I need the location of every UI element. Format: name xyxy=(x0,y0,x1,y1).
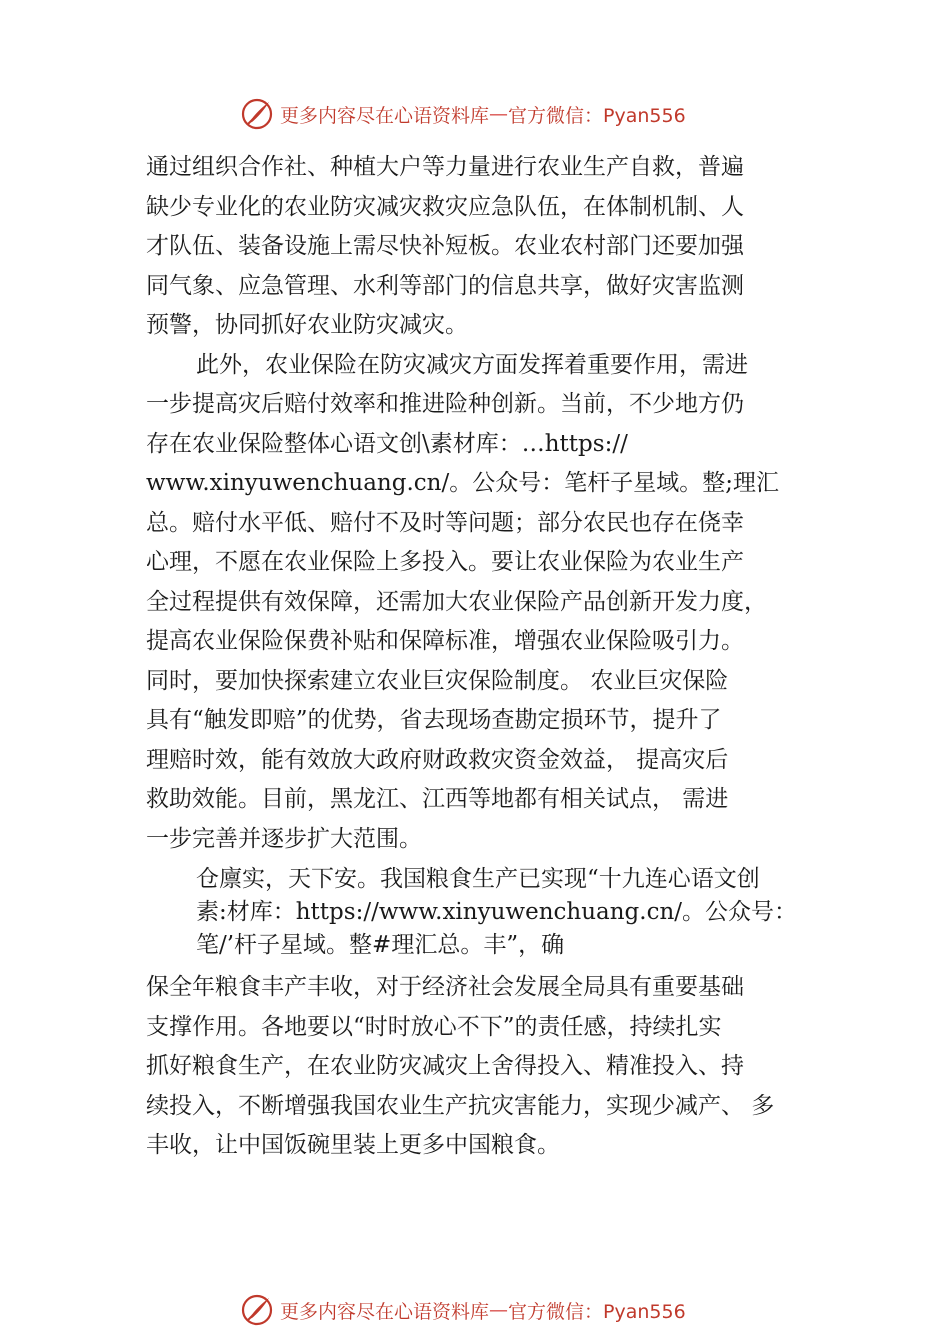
text-line: 心理，不愿在农业保险上多投入。要让农业保险为农业生产 xyxy=(146,549,744,575)
text-line: 通过组织合作社、种植大户等力量进行农业生产自救，普遍 xyxy=(146,154,744,180)
text-line: 丰收，让中国饭碗里装上更多中国粮食。 xyxy=(146,1132,560,1158)
banner-wechat-text: 官方微信：Pyan556 xyxy=(508,1300,686,1323)
article-body xyxy=(146,148,816,1166)
paragraph-start-line: 此外，农业保险在防灾减灾方面发挥着重要作用，需进 xyxy=(196,351,748,378)
banner-brand-text: 更多内容尽在心语资料库 xyxy=(280,1300,490,1323)
text-line: 救助效能。目前，黑龙江、江西等地都有相关试点， 需进 xyxy=(146,786,729,812)
text-line: 总。赔付水平低、赔付不及时等问题；部分农民也存在侥幸 xyxy=(146,509,744,536)
text-line: 一步完善并逐步扩大范围。 xyxy=(146,825,422,852)
text-line: 支撑作用。各地要以“时时放心不下”的责任感，持续扎实 xyxy=(146,1013,722,1040)
banner-wechat-text: 官方微信：Pyan556 xyxy=(508,104,686,127)
quill-logo-icon xyxy=(240,1293,274,1327)
footer-banner xyxy=(240,1292,686,1328)
paragraph-start-line: 仓廪实，天下安。我国粮食生产已实现“十九连心语文创 xyxy=(196,866,760,892)
banner-separator: — xyxy=(489,103,509,125)
text-line: 预警，协同抓好农业防灾减灾。 xyxy=(146,312,468,338)
header-banner xyxy=(240,96,686,132)
text-line: 同气象、应急管理、水利等部门的信息共享，做好灾害监测 xyxy=(146,272,744,299)
text-line: www.xinyuwenchuang.cn/。公众号：笔杆子星域。整;理汇 xyxy=(146,470,779,496)
banner-separator: — xyxy=(489,1299,509,1321)
text-line: 一步提高灾后赔付效率和推进险种创新。当前，不少地方仍 xyxy=(146,391,744,417)
text-line: 续投入，不断增强我国农业生产抗灾害能力，实现少减产、 多 xyxy=(146,1092,775,1119)
text-line: 存在农业保险整体心语文创\素材库：…https:// xyxy=(146,430,628,457)
text-line: 缺少专业化的农业防灾减灾救灾应急队伍，在体制机制、人 xyxy=(146,193,744,220)
text-line: 同时，要加快探索建立农业巨灾保险制度。 农业巨灾保险 xyxy=(146,667,729,694)
quill-logo-icon xyxy=(240,97,274,131)
text-line: 才队伍、装备设施上需尽快补短板。农业农村部门还要加强 xyxy=(146,233,744,259)
text-line: 素:材库：https://www.xinyuwenchuang.cn/。公众号： xyxy=(196,899,798,925)
text-line: 保全年粮食丰产丰收，对于经济社会发展全局具有重要基础 xyxy=(146,974,744,1000)
banner-brand-text: 更多内容尽在心语资料库 xyxy=(280,104,490,127)
text-line: 全过程提供有效保障，还需加大农业保险产品创新开发力度， xyxy=(146,588,767,615)
text-line: 提高农业保险保费补贴和保障标准，增强农业保险吸引力。 xyxy=(146,628,744,654)
text-line: 笔/’杆子星域。整#理汇总。丰”，确 xyxy=(196,932,565,958)
text-line: 具有“触发即赔”的优势，省去现场查勘定损环节，提升了 xyxy=(146,707,722,733)
text-line: 抓好粮食生产，在农业防灾减灾上舍得投入、精准投入、持 xyxy=(146,1053,744,1079)
text-line: 理赔时效，能有效放大政府财政救灾资金效益， 提高灾后 xyxy=(146,746,729,773)
